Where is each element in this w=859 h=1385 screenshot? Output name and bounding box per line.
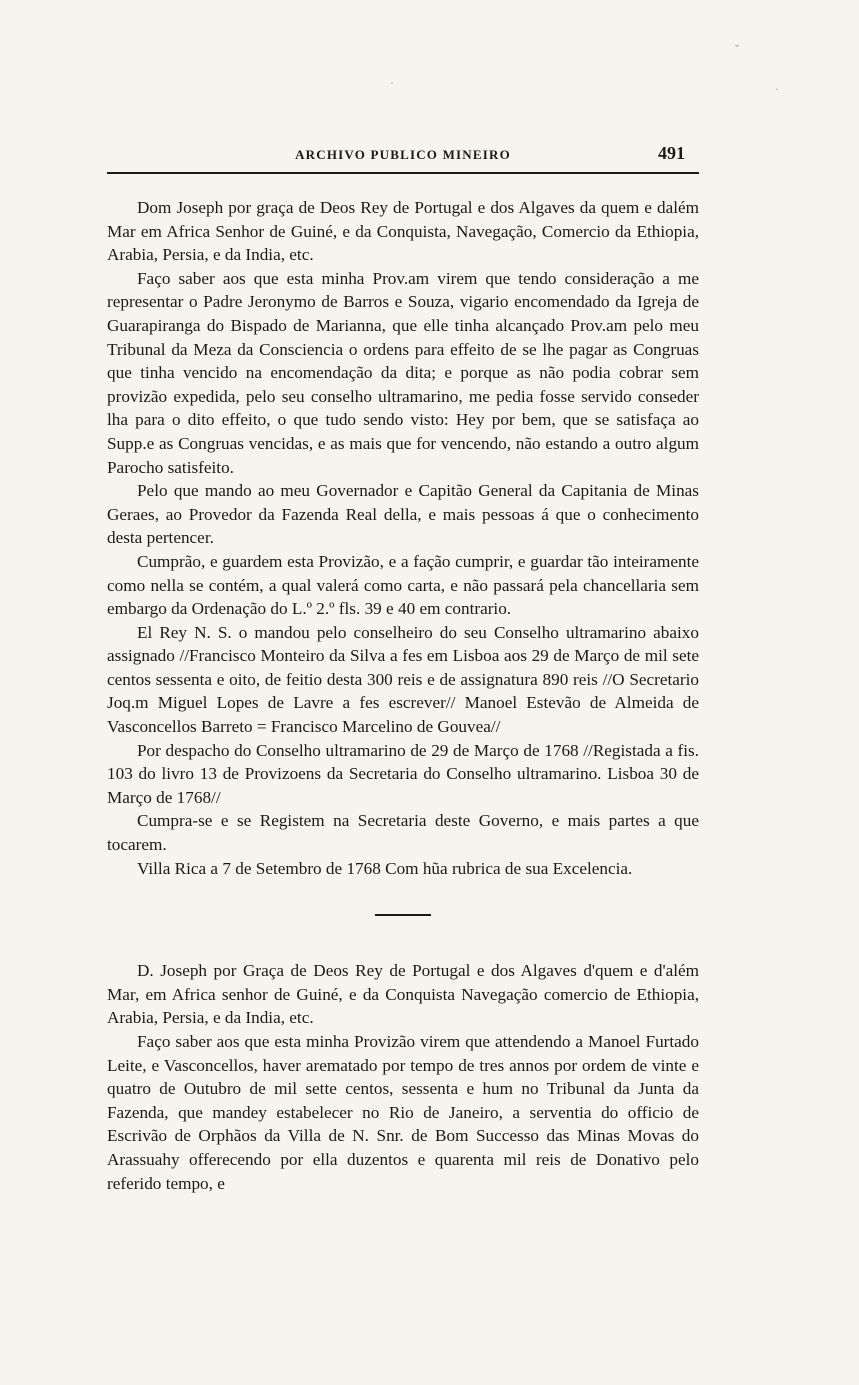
- paragraph: D. Joseph por Graça de Deos Rey de Portugal e dos Algaves d'quem e d'além Mar, em Africa senhor de Guiné, e da Conquista Navegação comercio de Ethiopia, Arabia, Persia, e da India, etc.: [107, 961, 699, 1028]
- paragraph: Cumpra-se e se Registem na Secretaria deste Governo, e mais partes a que tocarem.: [107, 811, 699, 855]
- page-number: 491: [658, 143, 685, 163]
- paragraph: Villa Rica a 7 de Setembro de 1768 Com hũa rubrica de sua Excelencia.: [137, 858, 633, 878]
- paragraph: Cumprão, e guardem esta Provizão, e a fação cumprir, e guardar tão inteiramente como nella se contém, a qual valerá como carta, e não passará pela chancellaria sem embargo da Ordenação do L.º 2.º fls. 39 e 40 em contrario.: [107, 551, 699, 619]
- document-provision-first: [107, 196, 699, 880]
- paragraph: Dom Joseph por graça de Deos Rey de Portugal e dos Algaves da quem e dalém Mar em Africa Senhor de Guiné, e da Conquista, Navegação, Comercio da Ethiopia, Arabia, Persia, e da India, etc.: [107, 198, 699, 265]
- document-body: [107, 196, 699, 1195]
- paragraph: Faço saber aos que esta minha Provizão virem que attendendo a Manoel Furtado Leite, e Vasconcellos, haver arematado por tempo de tres annos por ordem de vinte e quatro de Outubro de mil sette centos, sessenta e hum no Tribunal da Junta da Fazenda, que mandey estabelecer no Rio de Janeiro, a serventia do officio de Escrivão de Orphãos da Villa de N. Snr. de Bom Successo das Minas Movas do Arassuahy offerecendo por ella duzentos e quarenta mil reis de Donativo pelo referido tempo, e: [107, 1032, 699, 1193]
- print-speck: ·: [390, 76, 394, 90]
- print-speck: ·: [775, 82, 779, 96]
- document-provision-second: [107, 959, 699, 1195]
- print-speck: ˇ: [735, 42, 739, 56]
- page-header: [107, 140, 699, 172]
- running-title: ARCHIVO PUBLICO MINEIRO: [295, 147, 511, 162]
- paragraph: Por despacho do Conselho ultramarino de 29 de Março de 1768 //Registada a fis. 103 do livro 13 de Provizoens da Secretaria do Conselho ultramarino. Lisboa 30 de Março de 1768//: [107, 740, 699, 807]
- paragraph: El Rey N. S. o mandou pelo conselheiro do seu Conselho ultramarino abaixo assignado //Francisco Monteiro da Silva a fes em Lisboa aos 29 de Março de mil sete centos sessenta e oito, de feitio desta 300 reis e de assignatura 890 reis //O Secretario Joq.m Miguel Lopes de Lavre a fes escrever// Manoel Estevão de Almeida de Vasconcellos Barreto = Francisco Marcelino de Gouvea//: [107, 622, 699, 737]
- section-separator: [375, 914, 431, 916]
- header-rule: [107, 172, 699, 174]
- paragraph: Faço saber aos que esta minha Prov.am virem que tendo consideração a me representar o Padre Jeronymo de Barros e Souza, vigario encomendado da Igreja de Guarapiranga do Bispado de Marianna, que elle tinha alcançado Prov.am pelo meu Tribunal da Meza da Consciencia o ordens para effeito de se lhe pagar as Congruas que tinha vencido na encomendação da dita; e porque as não podia cobrar sem provizão expedida, pelo seu conselho ultramarino, me pedia fosse servido conseder lha para o dito effeito, o que tudo sendo visto: Hey por bem, que se satisfaça ao Supp.e as Congruas vencidas, e as mais que for vencendo, não estando a outro algum Parocho satisfeito.: [107, 268, 699, 477]
- paragraph: Pelo que mando ao meu Governador e Capitão General da Capitania de Minas Geraes, ao Provedor da Fazenda Real della, e mais pessoas á que o conhecimento desta pertencer.: [107, 481, 699, 548]
